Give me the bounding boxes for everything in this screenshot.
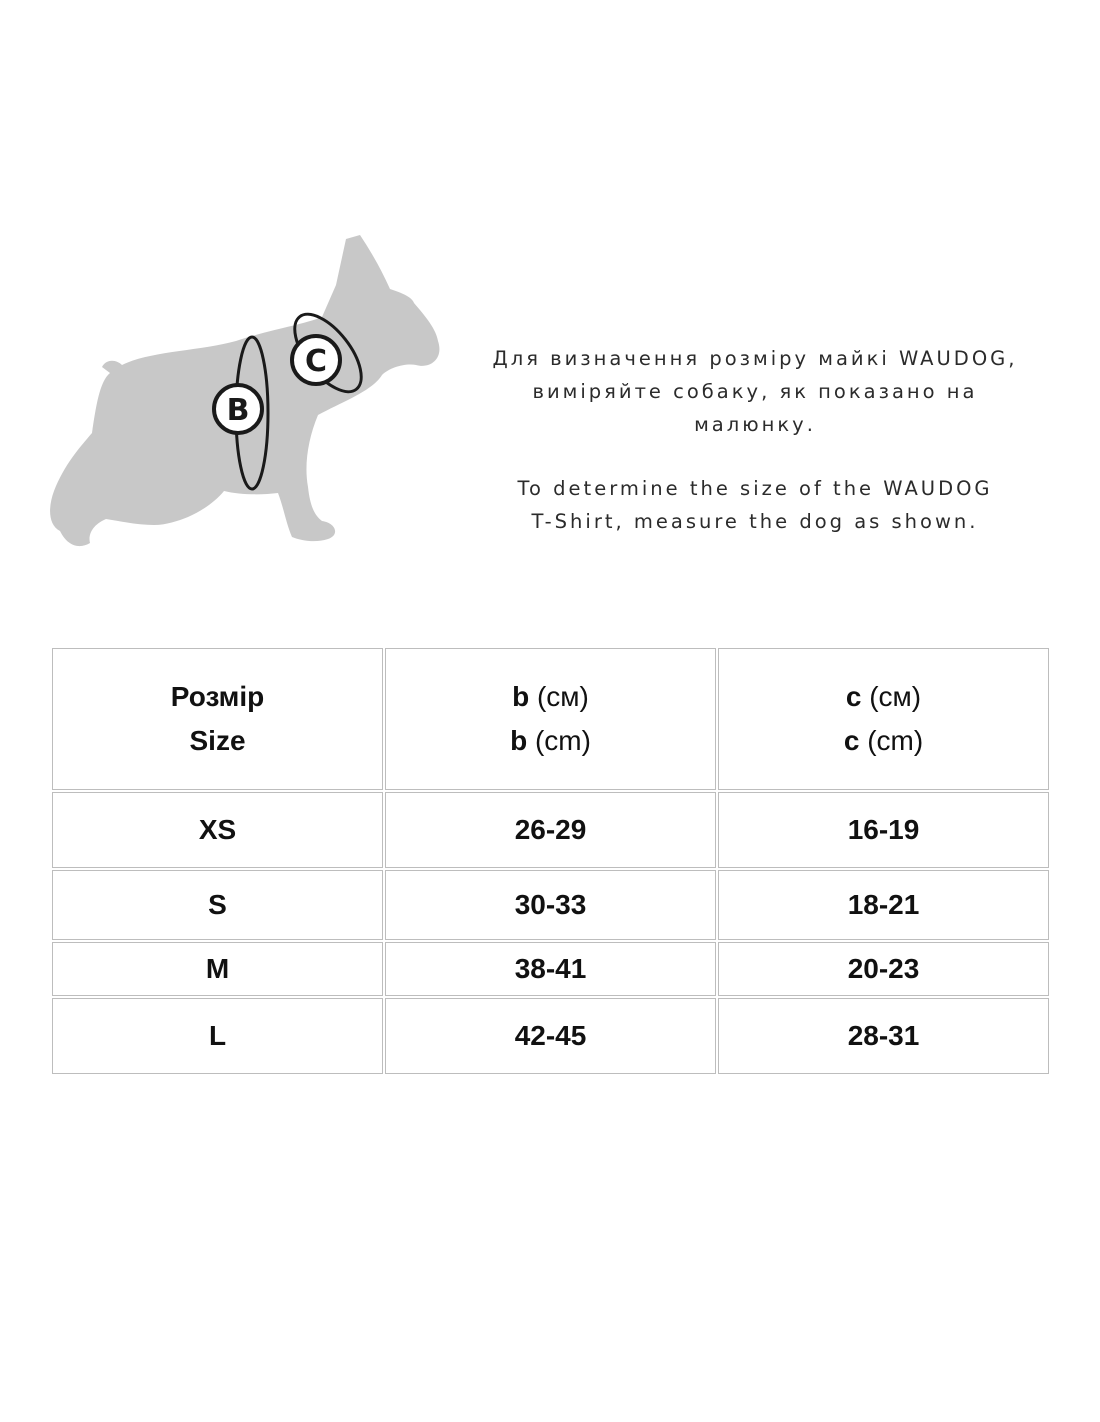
- table-header-row: [52, 648, 1049, 790]
- b-value-cell: 38-41: [385, 942, 716, 996]
- intro-text-ukrainian: [460, 342, 1050, 441]
- header-size-uk: Розмір: [170, 681, 265, 712]
- intro-text-english: [460, 472, 1050, 538]
- size-cell: L: [52, 998, 383, 1074]
- table-row: [52, 870, 1049, 940]
- header-size-cell: [52, 648, 383, 790]
- c-marker: [292, 336, 340, 384]
- b-value-cell: 26-29: [385, 792, 716, 868]
- c-value-cell: 28-31: [718, 998, 1049, 1074]
- b-marker-letter: B: [226, 393, 250, 428]
- table-row: [52, 942, 1049, 996]
- intro-uk-line-2: виміряйте собаку, як показано на: [532, 380, 978, 403]
- header-b-en: b (cm): [510, 725, 591, 756]
- table-row: [52, 792, 1049, 868]
- intro-uk-line-3: малюнку.: [694, 413, 816, 436]
- header-b-cell: [385, 648, 716, 790]
- table-row: [52, 998, 1049, 1074]
- b-marker: [214, 385, 262, 433]
- intro-uk-line-1: Для визначення розміру майкі WAUDOG,: [492, 347, 1018, 370]
- b-value-cell: 42-45: [385, 998, 716, 1074]
- size-cell: M: [52, 942, 383, 996]
- c-value-cell: 16-19: [718, 792, 1049, 868]
- header-size-en: Size: [189, 725, 246, 756]
- b-value-cell: 30-33: [385, 870, 716, 940]
- dog-measurement-illustration: [40, 225, 460, 565]
- intro-en-line-1: To determine the size of the WAUDOG: [517, 477, 993, 500]
- header-c-uk: c (см): [845, 681, 922, 712]
- size-table: [50, 648, 1051, 1074]
- header-c-cell: [718, 648, 1049, 790]
- size-cell: XS: [52, 792, 383, 868]
- header-b-uk: b (см): [512, 681, 589, 712]
- c-marker-letter: C: [304, 344, 328, 379]
- intro-en-line-2: T-Shirt, measure the dog as shown.: [531, 510, 979, 533]
- c-value-cell: 20-23: [718, 942, 1049, 996]
- size-cell: S: [52, 870, 383, 940]
- c-value-cell: 18-21: [718, 870, 1049, 940]
- header-c-en: c (cm): [843, 725, 924, 756]
